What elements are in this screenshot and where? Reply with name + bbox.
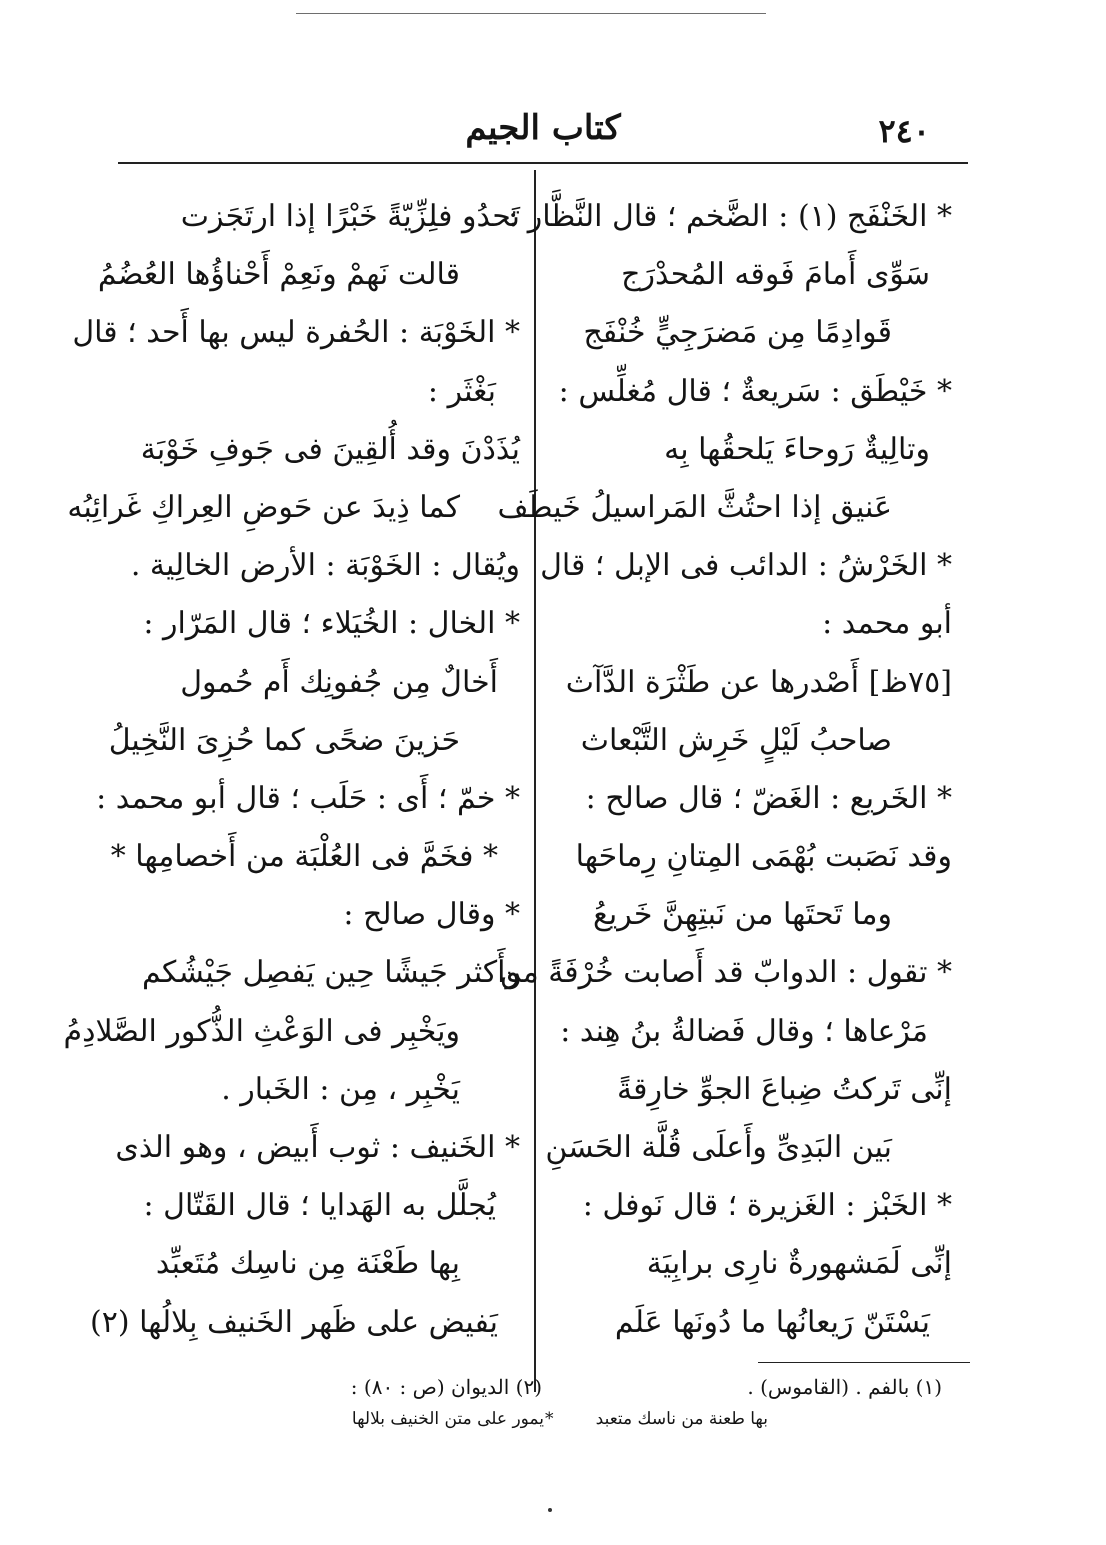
text-line: * خَيْطَق : سَريعةٌ ؛ قال مُغلِّس : [558, 373, 952, 409]
text-line: يَخْبِر ، مِن : الخَبار . [221, 1071, 460, 1107]
text-line: * الخَرْشُ : الدائب فى الإبل ؛ قال [540, 548, 952, 584]
verse-line: عَنيق إذا احتُثَّ المَراسيلُ خَيطَف [497, 489, 892, 525]
verse-line: يَفيض على ظَهر الخَنيف بِلالُها (٢) [89, 1304, 498, 1340]
text-line: أبو محمد : [822, 606, 952, 642]
text-line: [٧٥ظ] أَصْدرها عن طَثْرَة الدَّآث [565, 664, 952, 700]
text-line: * وقال صالح : [343, 897, 520, 933]
text-line: يُجلَّل به الهَدايا ؛ قال القَتّال : [143, 1188, 496, 1224]
verse-line: تَحدُو فلِزِّيّةً خَبْرًا إذا ارتَجَزت [180, 199, 520, 234]
verse-line: بِها طَعْنَة مِن ناسِك مُتَعبِّد [155, 1246, 460, 1282]
verse-line: وأَكثر جَيشًا حِين يَفصِل جَيْشُكم [142, 955, 520, 991]
text-line: * الخَريع : الغَضّ ؛ قال صالح : [585, 780, 952, 816]
footnote-separator: * [545, 1409, 554, 1429]
footnote-rule [758, 1362, 970, 1363]
verse-line: قالت نَهمْ ونَعِمْ أَحْناؤُها العُضُمُ [97, 257, 460, 293]
verse-line: بَين البَدِىِّ وأَعلَى قُلَّة الحَسَنِ [545, 1130, 892, 1165]
verse-line: وما تَحتَها من نَبتِهِنَّ خَريعُ [592, 897, 892, 933]
text-line: بَغْثَر : [427, 373, 496, 409]
left-column [63, 188, 520, 1352]
right-column [497, 188, 952, 1352]
footnote-2-verse: يمور على متن الخنيف بلالها [351, 1409, 544, 1429]
verse-line: إنِّى لَمَشهورةٌ نارِى برابِيَة [646, 1246, 952, 1282]
page-number: ٢٤٠ [878, 112, 930, 150]
text-line: * الخَنْفَج (١) : الضَّخم ؛ قال النَّظَّار : [508, 199, 952, 234]
verse-line: سَوِّى أَمامَ فَوقه المُحدْرَج [621, 257, 930, 293]
verse-line: صاحبُ لَيْلٍ خَرِش التَّبْعاث [580, 722, 892, 758]
text-line: * خمّ ؛ أَى : حَلَب ؛ قال أبو محمد : [96, 780, 520, 816]
page-title: كتاب الجيم [465, 108, 621, 148]
verse-line: يُذَدْنَ وقد أُلقِينَ فى جَوفِ خَوْبَة [140, 431, 520, 467]
verse-line: وتالِيةٌ رَوحاءَ يَلحقُها بِه [664, 431, 930, 467]
text-line: ويُقال : الخَوْبَة : الأرض الخالِية . [130, 548, 520, 584]
text-line: * الخَبْز : الغَزيرة ؛ قال نَوفل : [582, 1188, 952, 1224]
footnote-2: (٢) الديوان (ص : ٨٠) : [350, 1375, 542, 1399]
verse-line: وقد نَصَبت بُهْمَى المِتانِ رِماحَها [575, 839, 952, 875]
verse-line: قَوادِمًا مِن مَضرَجِيٍّ خُنْفَج [583, 315, 892, 351]
verse-line: ويَخْبِر فى الوَعْثِ الذُّكور الصَّلادِمُ [63, 1013, 460, 1049]
verse-line: حَزينَ ضحًى كما حُزِىَ النَّخِيلُ [108, 722, 460, 758]
column-divider [534, 170, 536, 1392]
verse-line: أَخالٌ مِن جُفونِك أَم حُمول [180, 664, 498, 700]
text-line: * تقول : الدوابّ قد أَصابت خُرْفَةً من [499, 955, 952, 991]
page-mark [548, 1508, 552, 1512]
footnote-1: (١) بالفم . (القاموس) . [747, 1375, 942, 1399]
verse-line: كما ذِيدَ عن حَوضِ العِراكِ غَرائِبُه [67, 489, 460, 525]
header-rule [118, 162, 968, 164]
text-line: * الخَنيف : ثوب أَبيض ، وهو الذى [115, 1130, 520, 1165]
verse-line: إنِّى تَركتُ ضِباعَ الجوِّ خارِقةً [617, 1071, 952, 1107]
top-rule [296, 13, 766, 14]
text-line: * الخال : الخُيَلاء ؛ قال المَرّار : [143, 606, 520, 642]
verse-line: يَسْتَنّ رَيعانُها ما دُونَها عَلَم [614, 1304, 930, 1340]
text-line: * الخَوْبَة : الحُفرة ليس بها أَحد ؛ قال [72, 315, 520, 351]
page-header [118, 108, 968, 158]
verse-line: * فخَمَّ فى العُلْبَة من أَخصامِها * [110, 839, 498, 875]
text-line: مَرْعاها ؛ وقال فَضالةُ بنُ هِند : [560, 1013, 928, 1049]
footnote-1-verse: بها طعنة من ناسك متعبد [595, 1409, 768, 1429]
